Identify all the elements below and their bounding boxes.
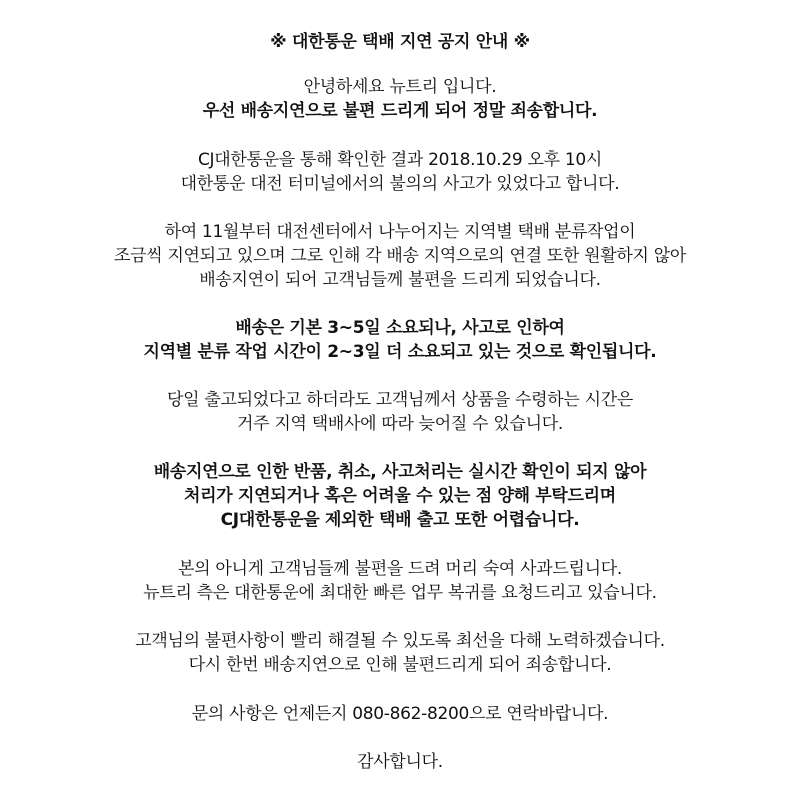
contact-line: 문의 사항은 언제든지 080-862-8200으로 연락바랍니다. (191, 704, 609, 724)
processing-line-3: CJ대한통운을 제외한 택배 출고 또한 어렵습니다. (220, 510, 580, 530)
delivery-time-line-2: 지역별 분류 작업 시간이 2~3일 더 소요되고 있는 것으로 확인됩니다. (143, 342, 657, 362)
delivery-time-line-1: 배송은 기본 3~5일 소요되나, 사고로 인하여 (235, 318, 565, 338)
receipt-time-line-1: 당일 출고되었다고 하더라도 고객님께서 상품을 수령하는 시간은 (167, 390, 633, 410)
commitment-line-1: 고객님의 불편사항이 빨리 해결될 수 있도록 최선을 다해 노력하겠습니다. (135, 631, 665, 651)
apology-detail-line-1: 본의 아니게 고객님들께 불편을 드려 머리 숙여 사과드립니다. (178, 559, 622, 579)
notice-title: ※ 대한통운 택배 지연 공지 안내 ※ (270, 32, 530, 52)
incident-line-1: CJ대한통운을 통해 확인한 결과 2018.10.29 오후 10시 (197, 150, 603, 170)
greeting-line: 안녕하세요 뉴트리 입니다. (303, 77, 497, 97)
apology-detail-line-2: 뉴트리 측은 대한통운에 최대한 빠른 업무 복귀를 요청드리고 있습니다. (143, 583, 657, 603)
commitment-line-2: 다시 한번 배송지연으로 인해 불편드리게 되어 죄송합니다. (188, 655, 612, 675)
delay-reason-line-1: 하여 11월부터 대전센터에서 나누어지는 지역별 택배 분류작업이 (164, 222, 636, 242)
delay-reason-line-3: 배송지연이 되어 고객님들께 불편을 드리게 되었습니다. (199, 270, 601, 290)
incident-line-2: 대한통운 대전 터미널에서의 불의의 사고가 있었다고 합니다. (180, 174, 620, 194)
receipt-time-line-2: 거주 지역 택배사에 따라 늦어질 수 있습니다. (237, 414, 563, 434)
closing-line: 감사합니다. (357, 752, 443, 772)
delay-reason-line-2: 조금씩 지연되고 있으며 그로 인해 각 배송 지역으로의 연결 또한 원활하지 않아 (113, 246, 687, 266)
processing-line-1: 배송지연으로 인한 반품, 취소, 사고처리는 실시간 확인이 되지 않아 (153, 462, 647, 482)
processing-line-2: 처리가 지연되거나 혹은 어려울 수 있는 점 양해 부탁드리며 (184, 486, 616, 506)
apology-line: 우선 배송지연으로 불편 드리게 되어 정말 죄송합니다. (202, 101, 598, 121)
